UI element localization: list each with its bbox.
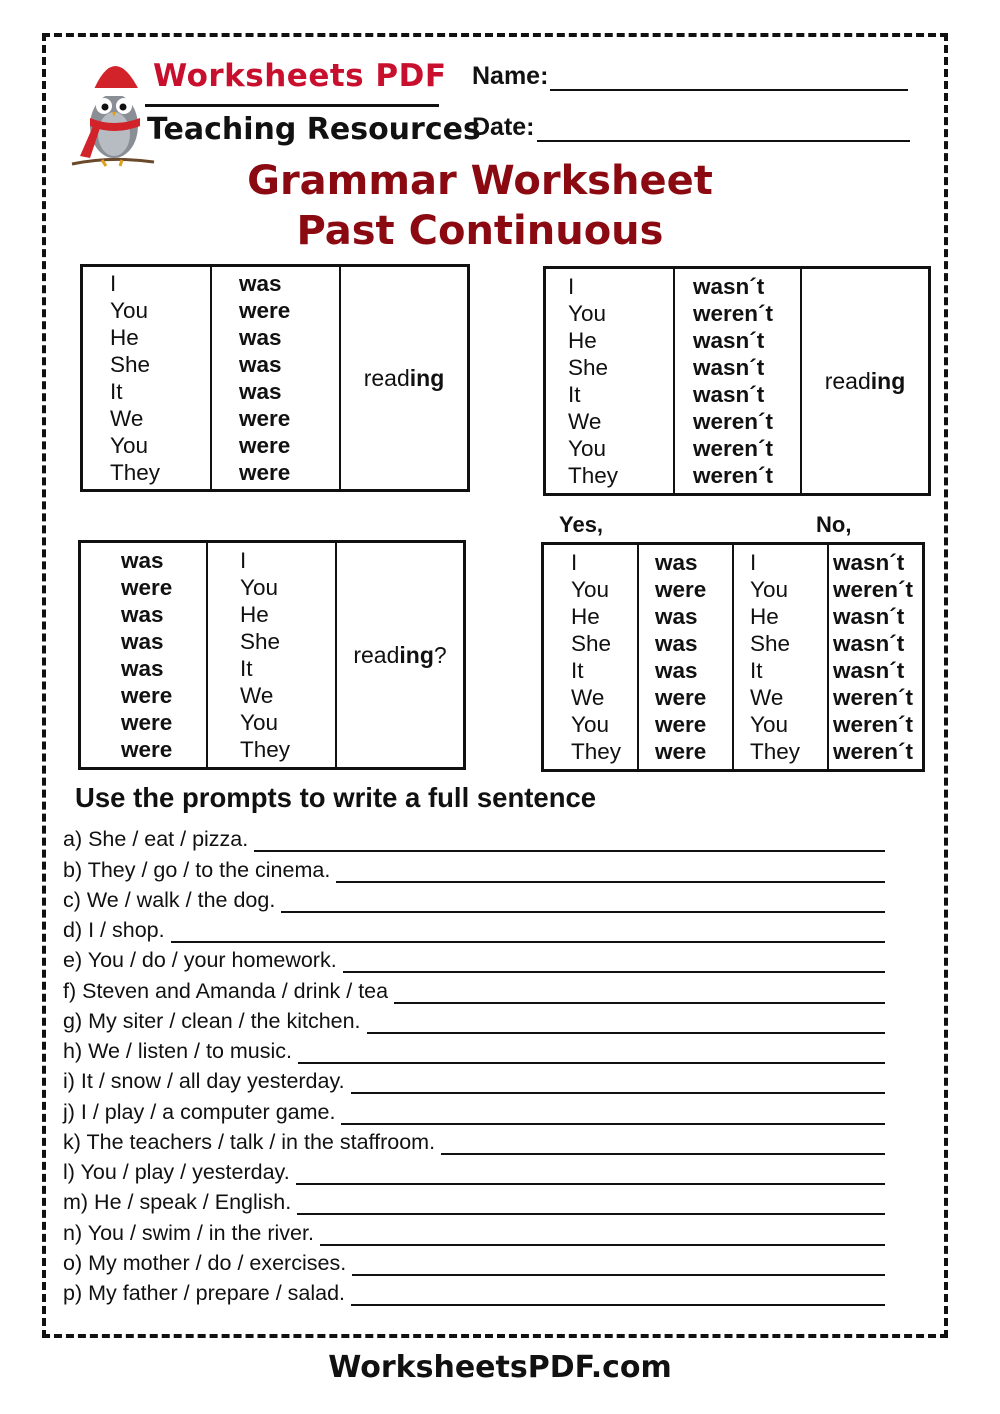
auxiliary: wasn´t bbox=[693, 382, 765, 407]
auxiliary: weren´t bbox=[833, 685, 914, 710]
exercise-item bbox=[63, 913, 885, 943]
brand-divider bbox=[145, 104, 439, 107]
no-label: No, bbox=[816, 512, 852, 537]
pronoun: They bbox=[240, 737, 291, 762]
exercise-prompt: j) I / play / a computer game. bbox=[63, 1099, 336, 1124]
pronoun: You bbox=[568, 436, 606, 461]
auxiliary: were bbox=[655, 712, 707, 737]
auxiliary: wasn´t bbox=[833, 550, 905, 575]
exercise-prompt: f) Steven and Amanda / drink / tea bbox=[63, 978, 389, 1003]
name-line[interactable] bbox=[550, 65, 908, 91]
pronoun: They bbox=[571, 739, 622, 764]
auxiliary: was bbox=[655, 658, 698, 683]
owl-logo-icon bbox=[62, 44, 157, 174]
pronoun: It bbox=[568, 382, 581, 407]
question-pronoun-column bbox=[207, 542, 336, 769]
date-field bbox=[472, 113, 910, 142]
affirmative-pronoun-column bbox=[82, 266, 212, 491]
pronoun: He bbox=[750, 604, 779, 629]
exercise-item bbox=[63, 1004, 885, 1034]
answer-line[interactable] bbox=[351, 1282, 885, 1306]
brand-subtitle: Teaching Resources bbox=[147, 112, 481, 147]
exercise-item bbox=[63, 1094, 885, 1124]
answer-line[interactable] bbox=[394, 980, 885, 1004]
pronoun: You bbox=[568, 301, 606, 326]
name-label: Name: bbox=[472, 62, 549, 90]
answer-line[interactable] bbox=[281, 889, 885, 913]
exercise-item bbox=[63, 883, 885, 913]
pronoun: It bbox=[750, 658, 763, 683]
auxiliary: wasn´t bbox=[833, 658, 905, 683]
exercise-item bbox=[63, 1185, 885, 1215]
pronoun: You bbox=[571, 712, 609, 737]
exercise-instruction: Use the prompts to write a full sentence bbox=[75, 782, 597, 813]
date-label: Date: bbox=[472, 113, 535, 141]
exercise-prompt: k) The teachers / talk / in the staffroom. bbox=[63, 1129, 436, 1154]
yes-aux-column bbox=[638, 544, 733, 771]
pronoun: You bbox=[110, 298, 148, 323]
pronoun: We bbox=[110, 406, 144, 431]
exercise-item bbox=[63, 943, 885, 973]
auxiliary: was bbox=[655, 550, 698, 575]
auxiliary: were bbox=[655, 577, 707, 602]
date-line[interactable] bbox=[537, 116, 910, 142]
exercise-item bbox=[63, 1125, 885, 1155]
no-pronoun-column bbox=[733, 544, 828, 771]
pronoun: We bbox=[571, 685, 605, 710]
negative-table bbox=[543, 266, 931, 496]
exercise-item bbox=[63, 852, 885, 882]
pronoun: We bbox=[750, 685, 784, 710]
pronoun: She bbox=[568, 355, 609, 380]
exercise-prompt: d) I / shop. bbox=[63, 918, 165, 942]
pronoun: She bbox=[110, 352, 151, 377]
answer-line[interactable] bbox=[254, 828, 885, 852]
answer-line[interactable] bbox=[341, 1101, 885, 1125]
yes-pronoun-column bbox=[543, 544, 639, 771]
pronoun: You bbox=[110, 433, 148, 458]
auxiliary: were bbox=[239, 460, 291, 485]
pronoun: They bbox=[750, 739, 801, 764]
auxiliary: weren´t bbox=[693, 409, 774, 434]
exercise-prompt: m) He / speak / English. bbox=[63, 1190, 292, 1215]
auxiliary: wasn´t bbox=[693, 274, 765, 299]
pronoun: He bbox=[110, 325, 139, 350]
auxiliary: was bbox=[121, 656, 164, 681]
answer-line[interactable] bbox=[351, 1070, 885, 1094]
auxiliary: wasn´t bbox=[833, 631, 905, 656]
answer-line[interactable] bbox=[336, 859, 885, 883]
pronoun: You bbox=[240, 710, 278, 735]
auxiliary: were bbox=[121, 683, 173, 708]
exercise-item bbox=[63, 1034, 885, 1064]
pronoun: You bbox=[750, 577, 788, 602]
pronoun: We bbox=[240, 683, 274, 708]
auxiliary: was bbox=[239, 325, 282, 350]
question-aux-column bbox=[80, 542, 208, 769]
answer-line[interactable] bbox=[367, 1010, 885, 1034]
pronoun: You bbox=[571, 577, 609, 602]
answer-line[interactable] bbox=[352, 1252, 885, 1276]
exercise-prompt: o) My mother / do / exercises. bbox=[63, 1250, 347, 1275]
pronoun: It bbox=[571, 658, 584, 683]
pronoun: He bbox=[571, 604, 600, 629]
affirmative-table bbox=[80, 264, 470, 492]
answer-line[interactable] bbox=[171, 919, 885, 943]
auxiliary: was bbox=[121, 629, 164, 654]
pronoun: I bbox=[571, 550, 578, 575]
pronoun: I bbox=[750, 550, 757, 575]
exercise-item bbox=[63, 1276, 885, 1306]
auxiliary: wasn´t bbox=[693, 328, 765, 353]
exercise-prompt: e) You / do / your homework. bbox=[63, 948, 337, 973]
pronoun: It bbox=[240, 656, 253, 681]
auxiliary: was bbox=[239, 379, 282, 404]
no-aux-column bbox=[828, 544, 924, 771]
exercise-list bbox=[63, 822, 885, 1306]
pronoun: We bbox=[568, 409, 602, 434]
pronoun: You bbox=[240, 575, 278, 600]
auxiliary: were bbox=[239, 433, 291, 458]
auxiliary: was bbox=[121, 602, 164, 627]
auxiliary: weren´t bbox=[693, 301, 774, 326]
footer-url: WorksheetsPDF.com bbox=[328, 1350, 672, 1385]
auxiliary: weren´t bbox=[833, 577, 914, 602]
auxiliary: were bbox=[239, 406, 291, 431]
pronoun: They bbox=[110, 460, 161, 485]
answer-line[interactable] bbox=[298, 1040, 885, 1064]
auxiliary: was bbox=[655, 631, 698, 656]
auxiliary: were bbox=[239, 298, 291, 323]
pronoun: I bbox=[568, 274, 575, 299]
pronoun: He bbox=[568, 328, 597, 353]
answer-line[interactable] bbox=[296, 1161, 885, 1185]
page-title: Grammar Worksheet bbox=[247, 158, 713, 204]
answer-line[interactable] bbox=[343, 949, 885, 973]
auxiliary: were bbox=[655, 739, 707, 764]
answer-line[interactable] bbox=[297, 1191, 885, 1215]
negative-pronoun-column bbox=[545, 268, 675, 495]
pronoun: He bbox=[240, 602, 269, 627]
yes-label: Yes, bbox=[559, 512, 604, 537]
exercise-prompt: n) You / swim / in the river. bbox=[63, 1220, 314, 1245]
pronoun: She bbox=[571, 631, 612, 656]
exercise-prompt: h) We / listen / to music. bbox=[63, 1039, 293, 1063]
exercise-prompt: g) My siter / clean / the kitchen. bbox=[63, 1008, 361, 1033]
pronoun: I bbox=[110, 271, 117, 296]
auxiliary: wasn´t bbox=[833, 604, 905, 629]
auxiliary: weren´t bbox=[693, 463, 774, 488]
auxiliary: were bbox=[121, 575, 173, 600]
answer-line[interactable] bbox=[441, 1131, 885, 1155]
answer-line[interactable] bbox=[320, 1222, 885, 1246]
exercise-prompt: b) They / go / to the cinema. bbox=[63, 857, 331, 882]
auxiliary: were bbox=[121, 737, 173, 762]
negative-aux-column bbox=[674, 268, 801, 495]
auxiliary: weren´t bbox=[693, 436, 774, 461]
short-answers-table bbox=[541, 542, 925, 772]
exercise-item bbox=[63, 973, 885, 1003]
auxiliary: was bbox=[121, 548, 164, 573]
pronoun: You bbox=[750, 712, 788, 737]
pronoun: I bbox=[240, 548, 247, 573]
exercise-prompt: p) My father / prepare / salad. bbox=[63, 1281, 346, 1305]
exercise-prompt: a) She / eat / pizza. bbox=[63, 827, 249, 852]
auxiliary: were bbox=[655, 685, 707, 710]
question-table bbox=[78, 540, 466, 770]
auxiliary: wasn´t bbox=[693, 355, 765, 380]
exercise-item bbox=[63, 1246, 885, 1276]
affirmative-verb-cell: reading bbox=[340, 266, 469, 491]
auxiliary: weren´t bbox=[833, 712, 914, 737]
exercise-item bbox=[63, 822, 885, 852]
page-subtitle: Past Continuous bbox=[296, 208, 664, 254]
exercise-prompt: l) You / play / yesterday. bbox=[63, 1160, 290, 1184]
pronoun: She bbox=[750, 631, 791, 656]
auxiliary: was bbox=[239, 271, 282, 296]
auxiliary: was bbox=[655, 604, 698, 629]
pronoun: It bbox=[110, 379, 123, 404]
exercise-item bbox=[63, 1215, 885, 1245]
pronoun: They bbox=[568, 463, 619, 488]
brand-title: Worksheets PDF bbox=[153, 58, 447, 94]
negative-verb-cell: reading bbox=[801, 268, 930, 495]
auxiliary: were bbox=[121, 710, 173, 735]
auxiliary: weren´t bbox=[833, 739, 914, 764]
exercise-prompt: i) It / snow / all day yesterday. bbox=[63, 1069, 345, 1094]
name-field bbox=[472, 62, 908, 91]
question-verb-cell: reading? bbox=[336, 542, 465, 769]
auxiliary: was bbox=[239, 352, 282, 377]
exercise-item bbox=[63, 1155, 885, 1185]
pronoun: She bbox=[240, 629, 281, 654]
exercise-prompt: c) We / walk / the dog. bbox=[63, 887, 276, 912]
affirmative-aux-column bbox=[211, 266, 340, 491]
exercise-item bbox=[63, 1064, 885, 1094]
